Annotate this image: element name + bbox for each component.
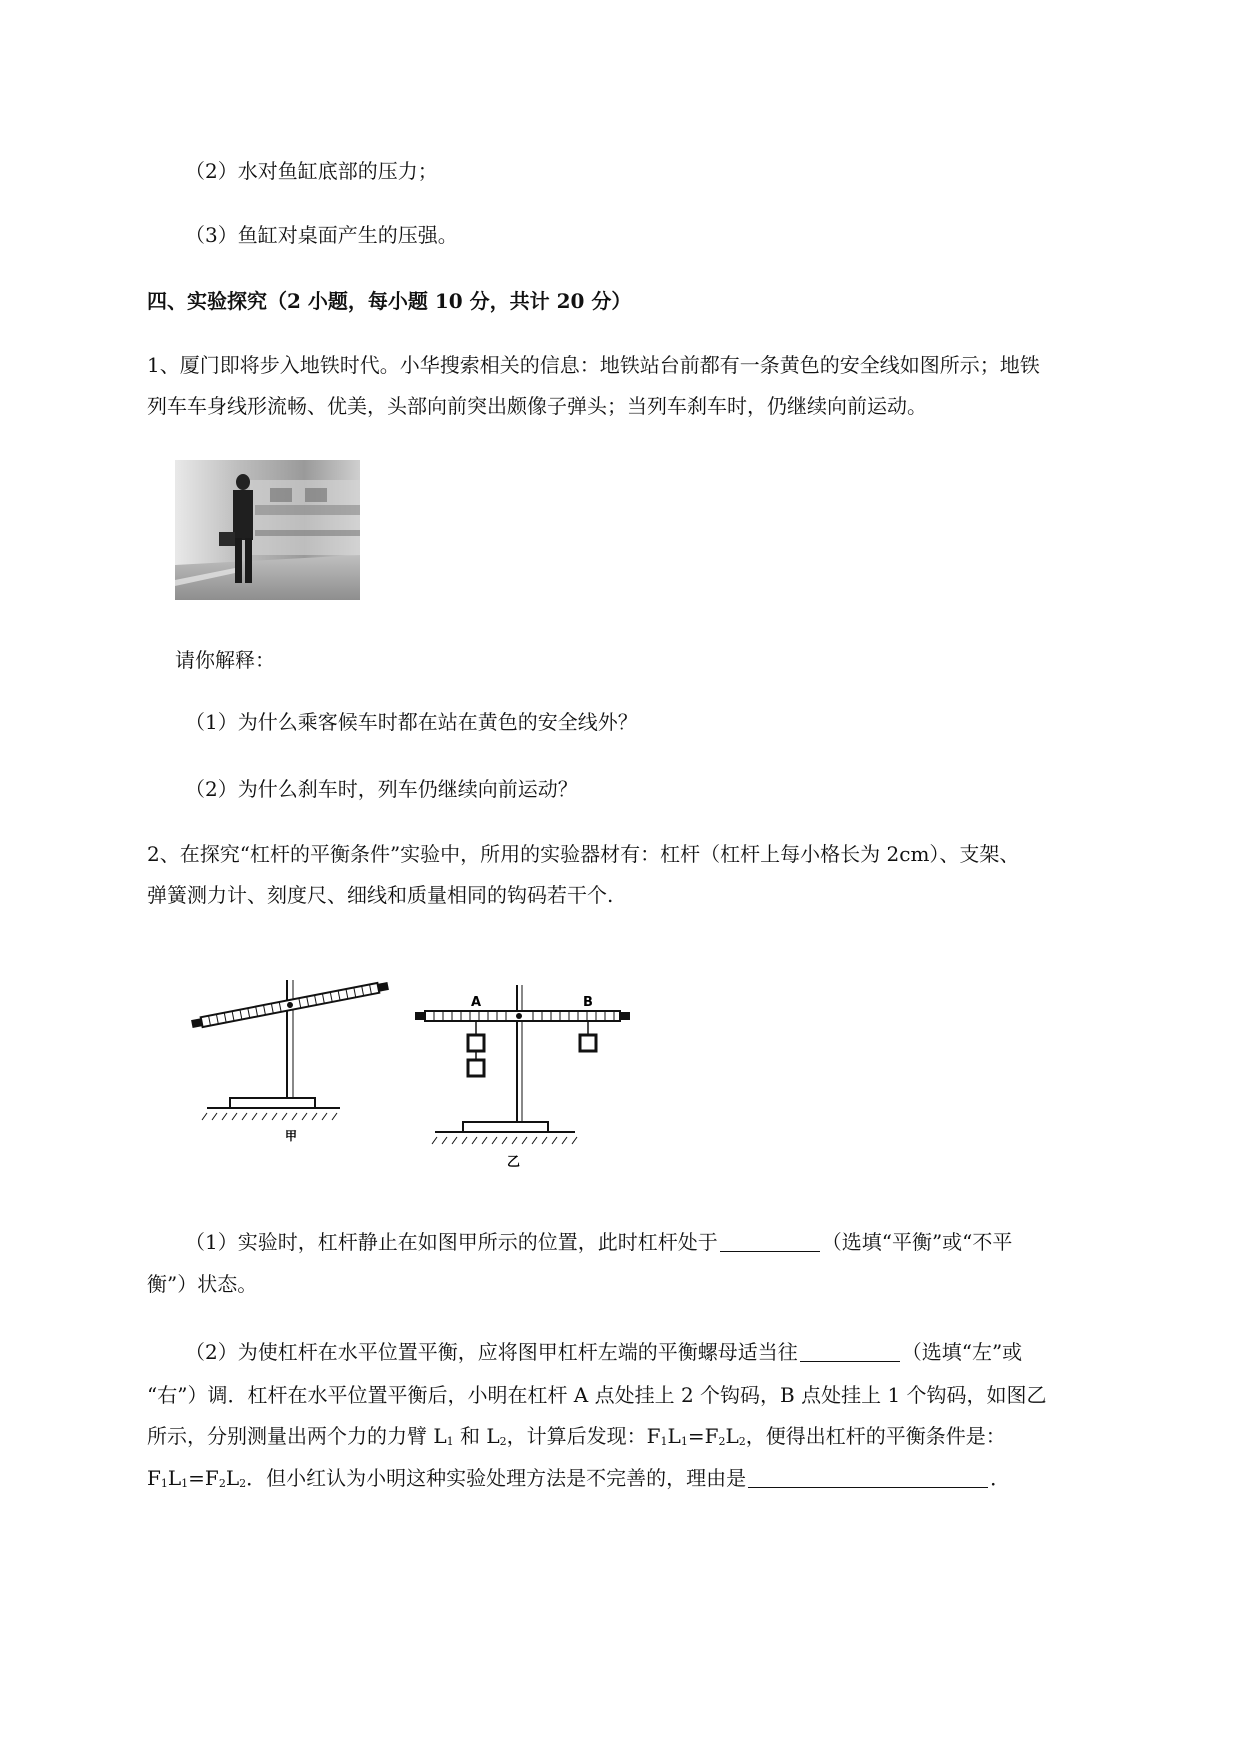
- caption-jia: 甲: [285, 1129, 298, 1143]
- q2-part2-line3-e: =F: [687, 1424, 719, 1448]
- q2-part2-line4-d: L: [225, 1466, 240, 1490]
- point-a-label: A: [471, 995, 482, 1010]
- subscript-2: 2: [218, 1477, 226, 1490]
- q2-part2-text-a: （2）为使杠杆在水平位置平衡，应将图甲杠杆左端的平衡螺母适当往: [185, 1340, 798, 1364]
- q2-part2-line4-f: ．: [990, 1466, 1011, 1490]
- q1-sub-question-2: （2）为什么刹车时，列车仍继续向前运动？: [185, 777, 578, 801]
- q1-prompt: 请你解释：: [175, 648, 275, 672]
- subway-platform-photo: [175, 460, 360, 600]
- q2-part2-line2: “右”）调．杠杆在水平位置平衡后，小明在杠杆 A 点处挂上 2 个钩码，B 点处挂上 1 个钩码，如图乙: [147, 1383, 1047, 1407]
- subscript-1: 1: [446, 1435, 454, 1448]
- q2-part2-line4-e: ．但小红认为小明这种实验处理方法是不完善的，理由是: [246, 1466, 747, 1490]
- caption-yi: 乙: [507, 1155, 521, 1170]
- q2-part1-text-b: （选填“平衡”或“不平: [821, 1230, 1013, 1254]
- answer-blank-1[interactable]: [720, 1233, 820, 1252]
- subscript-2: 2: [499, 1435, 507, 1448]
- section-heading: 四、实验探究（2 小题，每小题 10 分，共计 20 分）: [147, 289, 632, 313]
- subscript-2: 2: [718, 1435, 726, 1448]
- answer-blank-3[interactable]: [748, 1469, 988, 1488]
- lever-figure: [185, 960, 645, 1180]
- subscript-1: 1: [160, 1477, 168, 1490]
- q2-part2-line3-g: ，便得出杠杆的平衡条件是：: [745, 1424, 1006, 1448]
- q1-text-line1: 1、厦门即将步入地铁时代。小华搜索相关的信息：地铁站台前都有一条黄色的安全线如图所示；地铁: [147, 353, 1040, 377]
- answer-blank-2[interactable]: [800, 1343, 900, 1362]
- lever-level-yi: [415, 985, 630, 1170]
- q1-sub-question-1: （1）为什么乘客候车时都在站在黄色的安全线外？: [185, 710, 638, 734]
- subscript-2: 2: [239, 1477, 247, 1490]
- q2-part2-line3-b: 和 L: [460, 1424, 500, 1448]
- subscript-2: 2: [738, 1435, 746, 1448]
- q1-text-line2: 列车车身线形流畅、优美，头部向前突出颇像子弹头；当列车刹车时，仍继续向前运动。: [147, 394, 927, 418]
- q3-part-3: （3）鱼缸对桌面产生的压强。: [185, 223, 458, 247]
- q2-text-line2: 弹簧测力计、刻度尺、细线和质量相同的钩码若干个.: [147, 883, 614, 907]
- q3-part-2: （2）水对鱼缸底部的压力；: [185, 159, 438, 183]
- q2-part2-line3-f: L: [725, 1424, 739, 1448]
- q2-part1-line2: 衡”）状态。: [147, 1272, 258, 1296]
- q2-text-line1: 2、在探究“杠杆的平衡条件”实验中，所用的实验器材有：杠杆（杠杆上每小格长为 2cm）、支架、: [147, 842, 1020, 866]
- q2-part2-line1: [185, 1338, 1022, 1366]
- q2-part2-line4-a: F: [147, 1466, 161, 1490]
- point-b-label: B: [583, 995, 593, 1010]
- lever-tilted-jia: [191, 980, 389, 1143]
- subscript-1: 1: [660, 1435, 668, 1448]
- subscript-1: 1: [680, 1435, 688, 1448]
- subscript-1: 1: [181, 1477, 189, 1490]
- q2-part2-line4: [147, 1464, 1010, 1498]
- q2-part2-line4-b: L: [167, 1466, 182, 1490]
- q2-part1-text-a: （1）实验时，杠杆静止在如图甲所示的位置，此时杠杆处于: [185, 1230, 718, 1254]
- q2-part2-line3-c: ，计算后发现：F: [506, 1424, 661, 1448]
- q2-part2-line3: [147, 1422, 1006, 1456]
- q2-part2-line3-a: 所示，分别测量出两个力的力臂 L: [147, 1424, 447, 1448]
- q2-part2-line3-d: L: [667, 1424, 681, 1448]
- q2-part2-line4-c: =F: [188, 1466, 219, 1490]
- q2-part1-line1: [185, 1228, 1012, 1256]
- q2-part2-text-b: （选填“左”或: [901, 1340, 1023, 1364]
